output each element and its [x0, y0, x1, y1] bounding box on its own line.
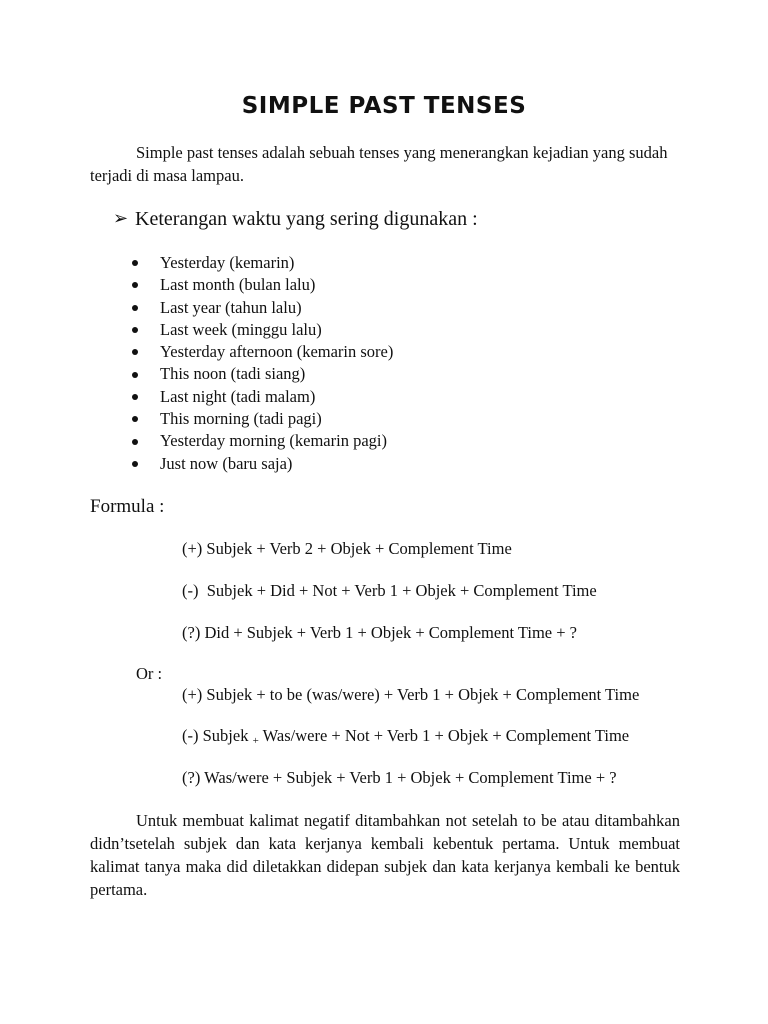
bullet-dot-icon: [132, 416, 138, 422]
alt-formula-positive: (+) Subjek + to be (was/were) + Verb 1 + Objek + Complement Time: [182, 685, 640, 704]
alt-formula-negative-start: (-) Subjek: [182, 726, 253, 745]
list-item-text: Yesterday morning (kemarin pagi): [160, 431, 387, 451]
list-item-text: Last month (bulan lalu): [160, 275, 316, 295]
list-item-text: Yesterday (kemarin): [160, 253, 295, 272]
bullet-dot-icon: [132, 394, 138, 400]
intro-paragraph: Simple past tenses adalah sebuah tenses yang menerangkan kejadian yang sudah terjadi di masa lampau.: [90, 143, 668, 185]
bullet-dot-icon: [132, 305, 138, 311]
list-item: [130, 297, 393, 319]
bullet-dot-icon: [132, 282, 138, 288]
list-item: [130, 274, 393, 296]
time-heading-text: Keterangan waktu yang sering digunakan :: [135, 208, 478, 230]
bullet-dot-icon: [132, 260, 138, 266]
list-item: [130, 363, 393, 385]
list-item-text: This noon (tadi siang): [160, 364, 306, 384]
list-item: [130, 341, 393, 363]
bullet-dot-icon: [132, 372, 138, 378]
closing-paragraph: Untuk membuat kalimat negatif ditambahkan not setelah to be atau ditambahkan didn’tsetelah subjek dan kata kerjanya kembali kebentuk pertama. Untuk membuat kalimat tanya maka did diletakkan didepan subjek dan kata kerjanya kembali ke bentuk pertama.: [90, 811, 680, 899]
alt-formula-negative-end: Was/were + Not + Verb 1 + Objek + Complement Time: [258, 726, 630, 745]
alt-formula-negative: [182, 725, 629, 749]
bullet-dot-icon: [132, 439, 138, 445]
list-item: [130, 386, 393, 408]
formula-positive: (+) Subjek + Verb 2 + Objek + Complement Time: [182, 539, 512, 558]
list-item: [130, 430, 393, 452]
bullet-dot-icon: [132, 327, 138, 333]
bullet-dot-icon: [132, 349, 138, 355]
alt-formula-question: (?) Was/were + Subjek + Verb 1 + Objek + Complement Time + ?: [182, 768, 617, 787]
arrow-bullet-icon: ➢: [113, 208, 129, 229]
list-item: [130, 408, 393, 430]
formula-label: Formula :: [90, 496, 165, 517]
or-label: Or :: [136, 664, 163, 683]
list-item-text: Yesterday afternoon (kemarin sore): [160, 342, 394, 362]
bullet-dot-icon: [132, 461, 138, 467]
formula-negative: (-) Subjek + Did + Not + Verb 1 + Objek + Complement Time: [182, 581, 597, 600]
list-item-text: Last week (minggu lalu): [160, 319, 322, 339]
list-item: [130, 319, 393, 341]
time-list: [130, 252, 393, 475]
list-item-text: This morning (tadi pagi): [160, 409, 322, 429]
list-item-text: Last year (tahun lalu): [160, 297, 302, 317]
page-title: SIMPLE PAST TENSES: [241, 93, 527, 119]
time-heading: [113, 206, 478, 232]
list-item: [130, 252, 393, 274]
list-item-text: Just now (baru saja): [160, 453, 293, 473]
list-item: [130, 453, 393, 475]
list-item-text: Last night (tadi malam): [160, 386, 316, 406]
formula-question: (?) Did + Subjek + Verb 1 + Objek + Complement Time + ?: [182, 623, 577, 642]
plus-sign: +: [252, 735, 259, 747]
